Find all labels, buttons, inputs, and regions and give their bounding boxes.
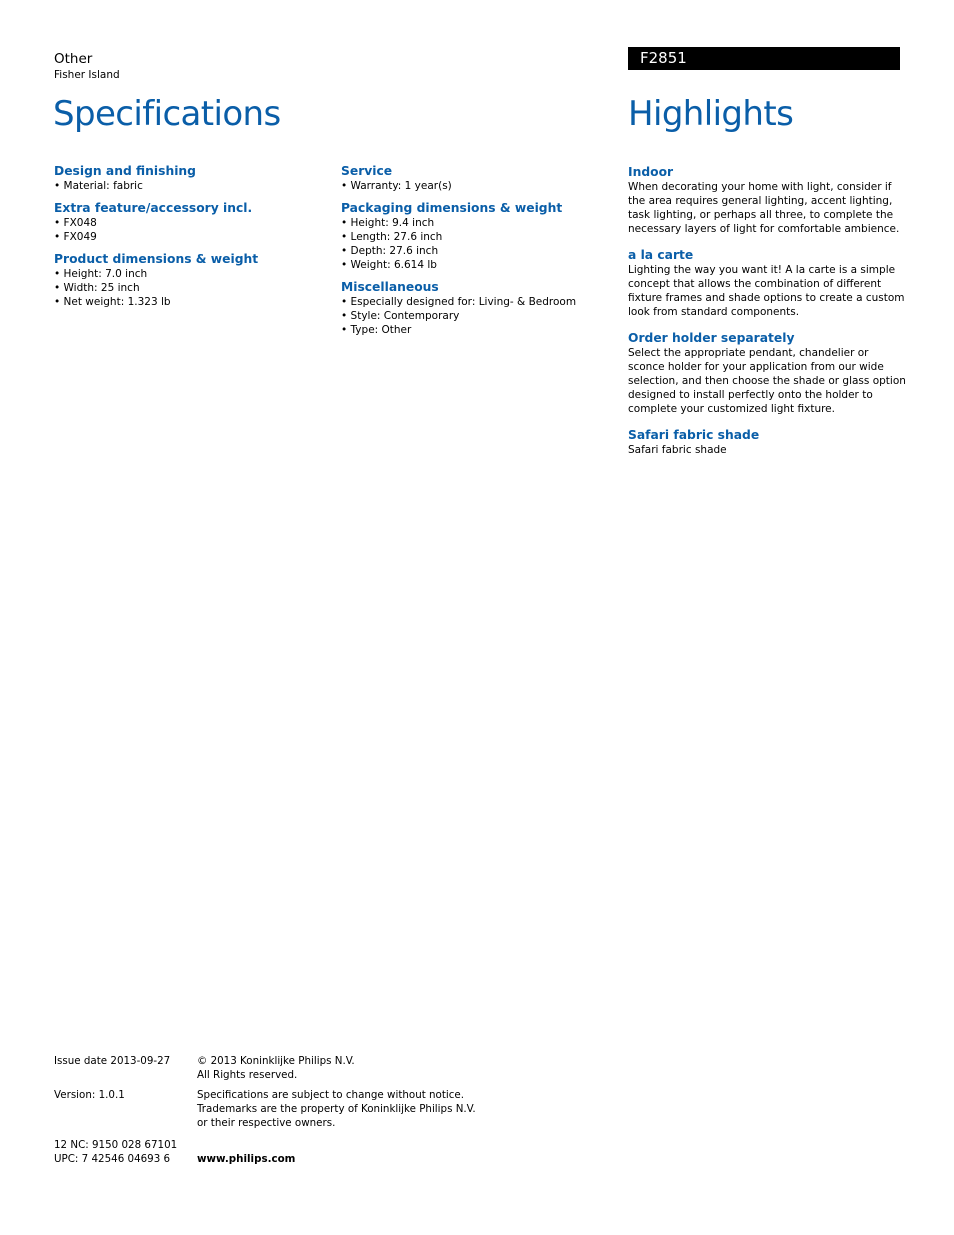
spec-group-design [54,164,324,193]
highlights-column [628,165,908,469]
spec-item: • Weight: 6.614 lb [341,259,437,271]
spec-group-heading: Service [341,164,393,178]
spec-group-heading: Packaging dimensions & weight [341,201,563,215]
footer-copyright: © 2013 Koninklijke Philips N.V. [197,1055,355,1067]
spec-item: • Depth: 27.6 inch [341,245,439,257]
spec-item: • Type: Other [341,324,412,336]
highlight-a-la-carte [628,248,908,319]
footer-notice: Specifications are subject to change without notice. [197,1089,465,1101]
highlight-text: Select the appropriate pendant, chandelier or sconce holder for your application from our wide selection, and then choose the shade or glass option designed to install perfectly onto the holder to complete your customized light fixture. [628,347,906,415]
spec-group-heading: Product dimensions & weight [54,252,259,266]
highlight-text: When decorating your home with light, consider if the area requires general lighting, accent lighting, task lighting, or perhaps all three, to complete the necessary layers of light for comfortable ambience. [628,181,900,235]
footer-owners: or their respective owners. [197,1117,336,1129]
spec-group-service [341,164,611,193]
highlight-order-holder [628,331,908,416]
spec-group-heading: Design and finishing [54,164,196,178]
highlight-indoor [628,165,908,236]
footer-version: Version: 1.0.1 [54,1089,125,1101]
spec-item: • Width: 25 inch [54,282,140,294]
specs-column-2 [341,164,611,345]
spec-group-miscellaneous [341,280,611,337]
spec-item: • Length: 27.6 inch [341,231,443,243]
spec-item: • Style: Contemporary [341,310,460,322]
spec-group-heading: Miscellaneous [341,280,439,294]
highlight-heading: Indoor [628,165,674,179]
spec-item: • Height: 9.4 inch [341,217,435,229]
highlight-safari-shade [628,428,908,457]
footer-issue-date: Issue date 2013-09-27 [54,1055,171,1067]
spec-item: • Net weight: 1.323 lb [54,296,171,308]
footer-website-link[interactable]: www.philips.com [197,1153,296,1165]
product-name: Fisher Island [54,69,120,81]
footer-trademarks: Trademarks are the property of Koninklijke Philips N.V. [197,1103,476,1115]
highlight-heading: a la carte [628,248,694,262]
highlight-text: Lighting the way you want it! A la carte is a simple concept that allows the combination of different fixture frames and shade options to create a custom look from standard components. [628,264,905,318]
spec-item: • FX049 [54,231,97,243]
footer-nc: 12 NC: 9150 028 67101 [54,1139,178,1151]
specifications-title: Specifications [53,94,281,134]
highlights-title: Highlights [628,94,794,134]
footer-upc: UPC: 7 42546 04693 6 [54,1153,171,1165]
spec-group-accessory [54,201,324,244]
spec-item: • Warranty: 1 year(s) [341,180,452,192]
spec-item: • Height: 7.0 inch [54,268,148,280]
spec-item: • FX048 [54,217,97,229]
highlight-heading: Order holder separately [628,331,795,345]
highlight-text: Safari fabric shade [628,444,727,456]
spec-item: • Material: fabric [54,180,143,192]
highlight-heading: Safari fabric shade [628,428,760,442]
spec-group-heading: Extra feature/accessory incl. [54,201,253,215]
model-number: F2851 [640,49,687,67]
footer-rights: All Rights reserved. [197,1069,298,1081]
spec-group-product-dimensions [54,252,324,309]
model-number-bar [628,47,900,70]
spec-group-packaging [341,201,611,272]
spec-item: • Especially designed for: Living- & Bedroom [341,296,577,308]
specs-column-1 [54,164,324,317]
product-category: Other [54,51,93,67]
